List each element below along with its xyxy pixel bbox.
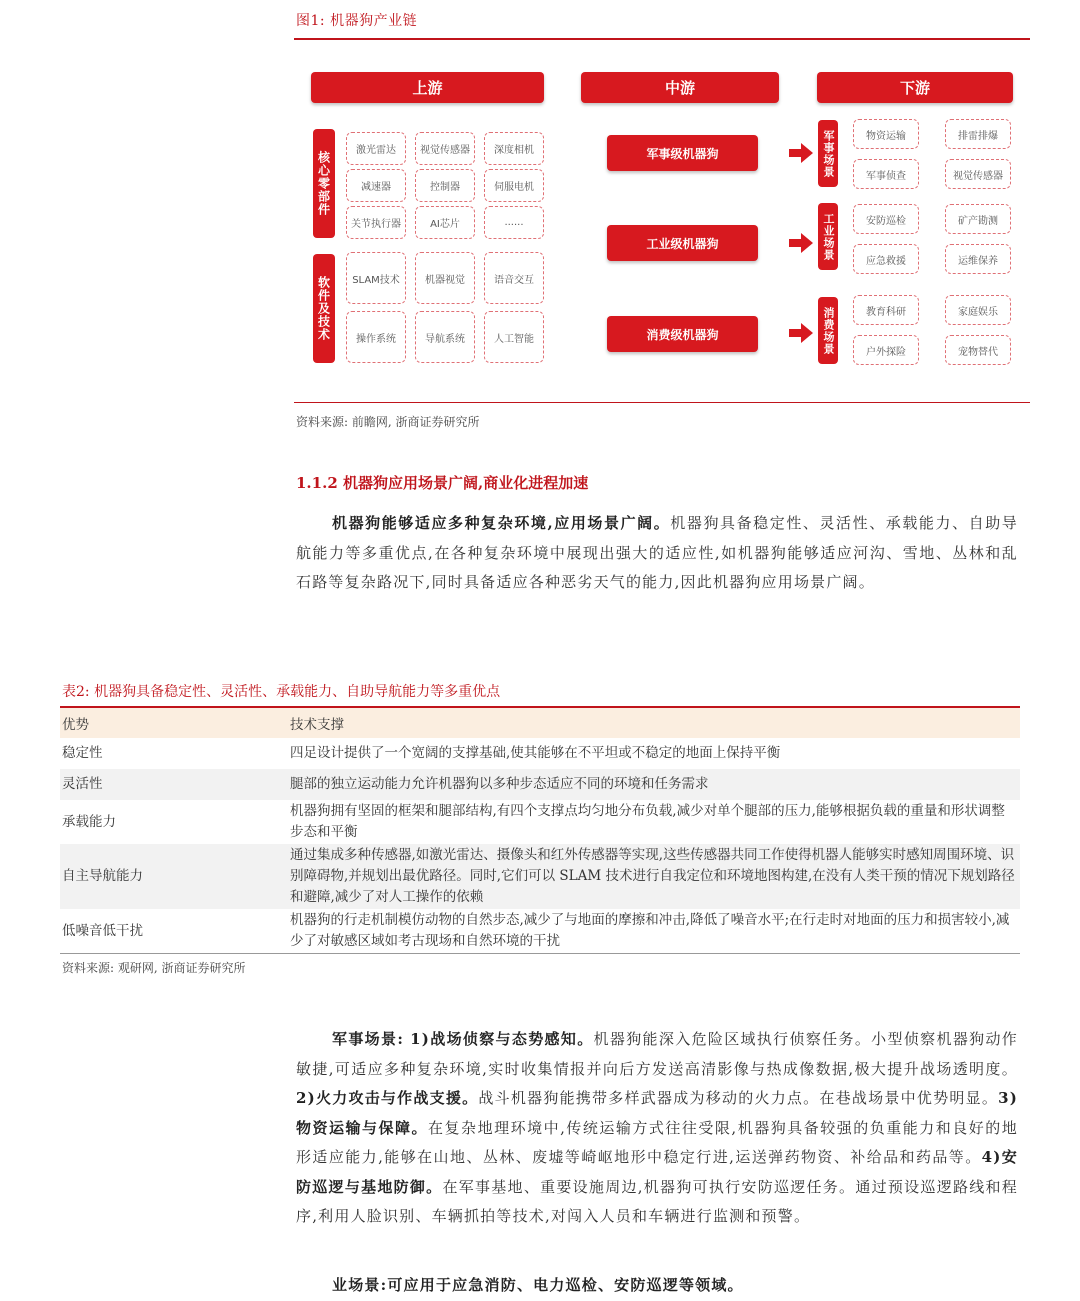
table-header-tech: 技术支撑 <box>288 708 1020 738</box>
software-box: 人工智能 <box>484 311 544 363</box>
scene-box: 安防巡检 <box>853 204 919 234</box>
advantages-table <box>60 708 1020 953</box>
military-point-1: 1)战场侦察与态势感知。 <box>410 1030 594 1048</box>
table-cell-advantage: 低噪音低干扰 <box>62 922 143 939</box>
component-box: 减速器 <box>346 169 406 202</box>
table-cell-tech: 腿部的独立运动能力允许机器狗以多种步态适应不同的环境和任务需求 <box>288 769 1020 800</box>
figure-top-rule <box>294 38 1030 40</box>
downstream-header: 下游 <box>817 72 1013 103</box>
military-lead: 军事场景: <box>332 1030 405 1048</box>
software-box: SLAM技术 <box>346 252 406 304</box>
military-dog-box: 军事级机器狗 <box>607 135 758 171</box>
table-row <box>60 800 1020 844</box>
section-paragraph <box>296 509 1018 598</box>
component-box: ...... <box>484 206 544 239</box>
scene-box: 应急救援 <box>853 244 919 274</box>
software-box: 操作系统 <box>346 311 406 363</box>
military-point-4: 4)安防巡逻与基地防御。 <box>296 1148 1018 1196</box>
table-row <box>60 844 1020 909</box>
military-point-2: 2)火力攻击与作战支援。 <box>296 1089 479 1107</box>
table-cell-tech: 通过集成多种传感器,如激光雷达、摄像头和红外传感器等实现,这些传感器共同工作使得机器人能够实时感知周围环境、识别障碍物,并规划出最优路径。同时,它们可以 SLAM 技术进行自我定位和环境地图构建,在没有人类干预的情况下规划路径和避障,减少了对人工操作的依赖 <box>288 844 1020 909</box>
scene-box: 运维保养 <box>945 244 1011 274</box>
scene-box: 排雷排爆 <box>945 119 1011 149</box>
section-title: 1.1.2 机器狗应用场景广阔,商业化进程加速 <box>296 474 589 492</box>
component-box: AI芯片 <box>415 206 475 239</box>
table-row <box>60 769 1020 800</box>
component-box: 伺服电机 <box>484 169 544 202</box>
scene-box: 家庭娱乐 <box>945 295 1011 325</box>
arrow-right-icon <box>789 323 813 343</box>
table-bottom-rule <box>60 953 1020 954</box>
table-header-row <box>60 708 1020 738</box>
table-row <box>60 909 1020 953</box>
table-cell-advantage: 承载能力 <box>62 813 116 830</box>
table-cell-advantage: 灵活性 <box>60 769 288 800</box>
industry-paragraph: 业场景:可应用于应急消防、电力巡检、安防巡逻等领域。 <box>332 1276 744 1294</box>
table-cell-tech: 机器狗拥有坚固的框架和腿部结构,有四个支撑点均匀地分布负载,减少对单个腿部的压力,能够根据负载的重量和形状调整步态和平衡 <box>290 803 1005 840</box>
military-text-4: 在军事基地、重要设施周边,机器狗可执行安防巡逻任务。通过预设巡逻路线和程序,利用人脸识别、车辆抓拍等技术,对闯入人员和车辆进行监测和预警。 <box>296 1177 1018 1225</box>
scene-box: 户外探险 <box>853 335 919 365</box>
scene-military-label: 军事场景 <box>818 120 838 187</box>
scene-box: 军事侦查 <box>853 159 919 189</box>
table-row <box>60 738 1020 769</box>
component-box: 关节执行器 <box>346 206 406 239</box>
consumer-dog-box: 消费级机器狗 <box>607 316 758 352</box>
upstream-header: 上游 <box>311 72 544 103</box>
section-paragraph-lead: 机器狗能够适应多种复杂环境,应用场景广阔。 <box>332 514 671 532</box>
table-header-advantage: 优势 <box>60 708 288 738</box>
component-box: 激光雷达 <box>346 132 406 165</box>
scene-box: 宠物替代 <box>945 335 1011 365</box>
table-caption: 表2: 机器狗具备稳定性、灵活性、承载能力、自助导航能力等多重优点 <box>62 684 501 700</box>
software-box: 机器视觉 <box>415 252 475 304</box>
figure-bottom-rule <box>294 402 1030 403</box>
table-source: 资料来源: 观研网, 浙商证券研究所 <box>62 961 246 975</box>
midstream-header: 中游 <box>581 72 779 103</box>
component-box: 控制器 <box>415 169 475 202</box>
military-text-2: 战斗机器狗能携带多样武器成为移动的火力点。在巷战场景中优势明显。 <box>478 1089 999 1107</box>
software-box: 导航系统 <box>415 311 475 363</box>
scene-box: 物资运输 <box>853 119 919 149</box>
table-cell-tech: 机器狗的行走机制模仿动物的自然步态,减少了与地面的摩擦和冲击,降低了噪音水平;在行走时对地面的压力和损害较小,减少了对敏感区域如考古现场和自然环境的干扰 <box>290 912 1010 949</box>
section-paragraph-text: 机器狗具备稳定性、灵活性、承载能力、自助导航能力等多重优点,在各种复杂环境中展现出强大的适应性,如机器狗能够适应河沟、雪地、丛林和乱石路等复杂路况下,同时具备适应各种恶劣天气的能力,因此机器狗应用场景广阔。 <box>296 514 1018 591</box>
scene-industrial-label: 工业场景 <box>818 203 838 270</box>
upstream-group-core-label: 核心零部件 <box>313 129 335 238</box>
arrow-right-icon <box>789 233 813 253</box>
figure-source: 资料来源: 前瞻网, 浙商证券研究所 <box>296 415 480 429</box>
table-cell-tech: 四足设计提供了一个宽阔的支撑基础,使其能够在不平坦或不稳定的地面上保持平衡 <box>290 745 781 761</box>
component-box: 深度相机 <box>484 132 544 165</box>
upstream-group-software-label: 软件及技术 <box>313 254 335 363</box>
military-text-3: 在复杂地理环境中,传统运输方式往往受限,机器狗具备较强的负重能力和良好的地形适应能力,能够在山地、丛林、废墟等崎岖地形中稳定行进,运送弹药物资、补给品和药品等。 <box>296 1118 1018 1166</box>
figure-caption: 图1: 机器狗产业链 <box>296 13 418 29</box>
table-cell-advantage: 稳定性 <box>62 745 103 761</box>
scene-consumer-label: 消费场景 <box>818 297 838 364</box>
industrial-dog-box: 工业级机器狗 <box>607 225 758 261</box>
component-box: 视觉传感器 <box>415 132 475 165</box>
software-box: 语音交互 <box>484 252 544 304</box>
military-point-3: 3)物资运输与保障。 <box>296 1089 1018 1137</box>
arrow-right-icon <box>789 143 813 163</box>
scene-box: 视觉传感器 <box>945 159 1011 189</box>
military-text-1: 机器狗能深入危险区域执行侦察任务。小型侦察机器狗动作敏捷,可适应多种复杂环境,实时收集情报并向后方发送高清影像与热成像数据,极大提升战场透明度。 <box>296 1030 1019 1078</box>
scene-box: 矿产勘测 <box>945 204 1011 234</box>
military-paragraph <box>296 1025 1018 1232</box>
scene-box: 教育科研 <box>853 295 919 325</box>
table-cell-advantage: 自主导航能力 <box>60 844 288 909</box>
